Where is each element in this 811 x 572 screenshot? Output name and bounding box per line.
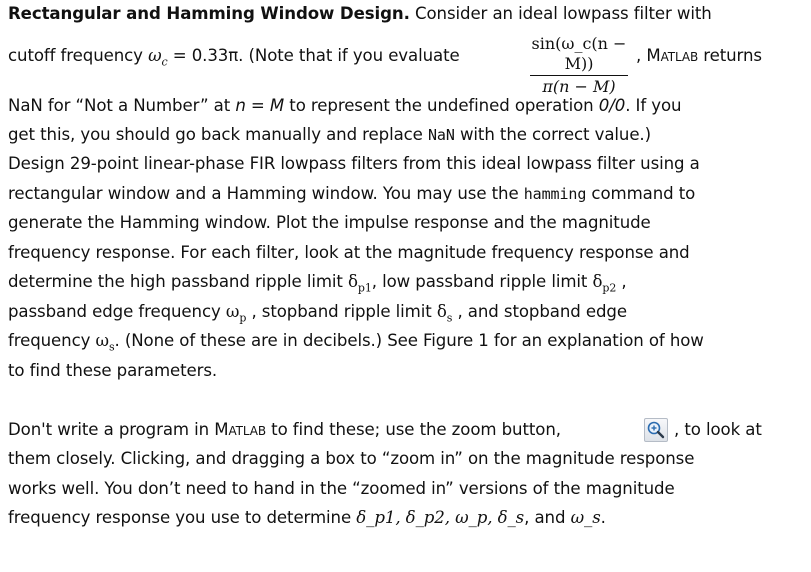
sinc-fraction (526, 34, 632, 97)
omega-s-final: ω_s (570, 508, 601, 527)
matlab-label: Matlab (646, 46, 699, 65)
para1-line-9: determine the high passband ripple limit $\delta_{p1}$, low passband ripple limit $\delta_{p2}$ , (8, 272, 627, 295)
hamming-code: hamming (523, 185, 587, 203)
fraction-bar (530, 75, 628, 76)
nan-code: NaN (427, 126, 455, 144)
para1-line-4: get this, you should go back manually and replace NaN with the correct value.) (8, 125, 651, 144)
para1-line-12: to find these parameters. (8, 361, 218, 380)
fraction-denominator: π(n − M) (542, 77, 616, 97)
para1-line-3: NaN for “Not a Number” at n = M to represent the undefined operation 0/0. If you (8, 96, 682, 115)
zoom-in-icon[interactable] (644, 418, 668, 442)
section-title: Rectangular and Hamming Window Design. (8, 4, 410, 23)
para1-line-2-tail: , Matlab returns (636, 46, 762, 65)
matlab-label-2: Matlab (214, 420, 266, 439)
delta-p1-symbol: $\delta_{p1}$ (348, 272, 372, 295)
para2-line-2: them closely. Clicking, and dragging a box to “zoom in” on the magnitude response (8, 449, 695, 468)
parameter-symbols: δ_p1, δ_p2, ω_p, δ_s (356, 508, 525, 527)
para1-line-11: frequency $\omega_s$. (None of these are in decibels.) See Figure 1 for an explanation of how (8, 331, 704, 354)
para1-line-5: Design 29-point linear-phase FIR lowpass filters from this ideal lowpass filter using a (8, 154, 700, 173)
para1-line-7: generate the Hamming window. Plot the impulse response and the magnitude (8, 213, 651, 232)
para1-line-1: Rectangular and Hamming Window Design. Consider an ideal lowpass filter with (8, 4, 712, 23)
para2-line-4: frequency response you use to determine δ_p1, δ_p2, ω_p, δ_s, and ω_s. (8, 508, 606, 527)
omega-c-symbol: $\omega_c$ (148, 46, 168, 69)
para1-line-8: frequency response. For each filter, look at the magnitude frequency response and (8, 243, 690, 262)
para2-line-1-tail: , to look at (674, 420, 762, 439)
para2-line-1: Don't write a program in Matlab to find these; use the zoom button, (8, 420, 561, 439)
para2-line-3: works well. You don’t need to hand in the “zoomed in” versions of the magnitude (8, 479, 675, 498)
delta-s-symbol: $\delta_s$ (436, 302, 453, 325)
fraction-numerator: sin(ω_c(n − M)) (531, 34, 627, 73)
omega-s-symbol: $\omega_s$ (95, 331, 115, 354)
omega-p-symbol: $\omega_p$ (225, 302, 247, 325)
para1-line-2: cutoff frequency $\omega_c = 0.33\pi$. (Note that if you evaluate (8, 46, 460, 69)
magnifier-glyph (645, 419, 667, 441)
para1-line-10: passband edge frequency $\omega_p$ , stopband ripple limit $\delta_s$ , and stopband edge (8, 302, 627, 325)
delta-p2-symbol: $\delta_{p2}$ (592, 272, 617, 295)
para1-line-6: rectangular window and a Hamming window. You may use the hamming command to (8, 184, 696, 203)
